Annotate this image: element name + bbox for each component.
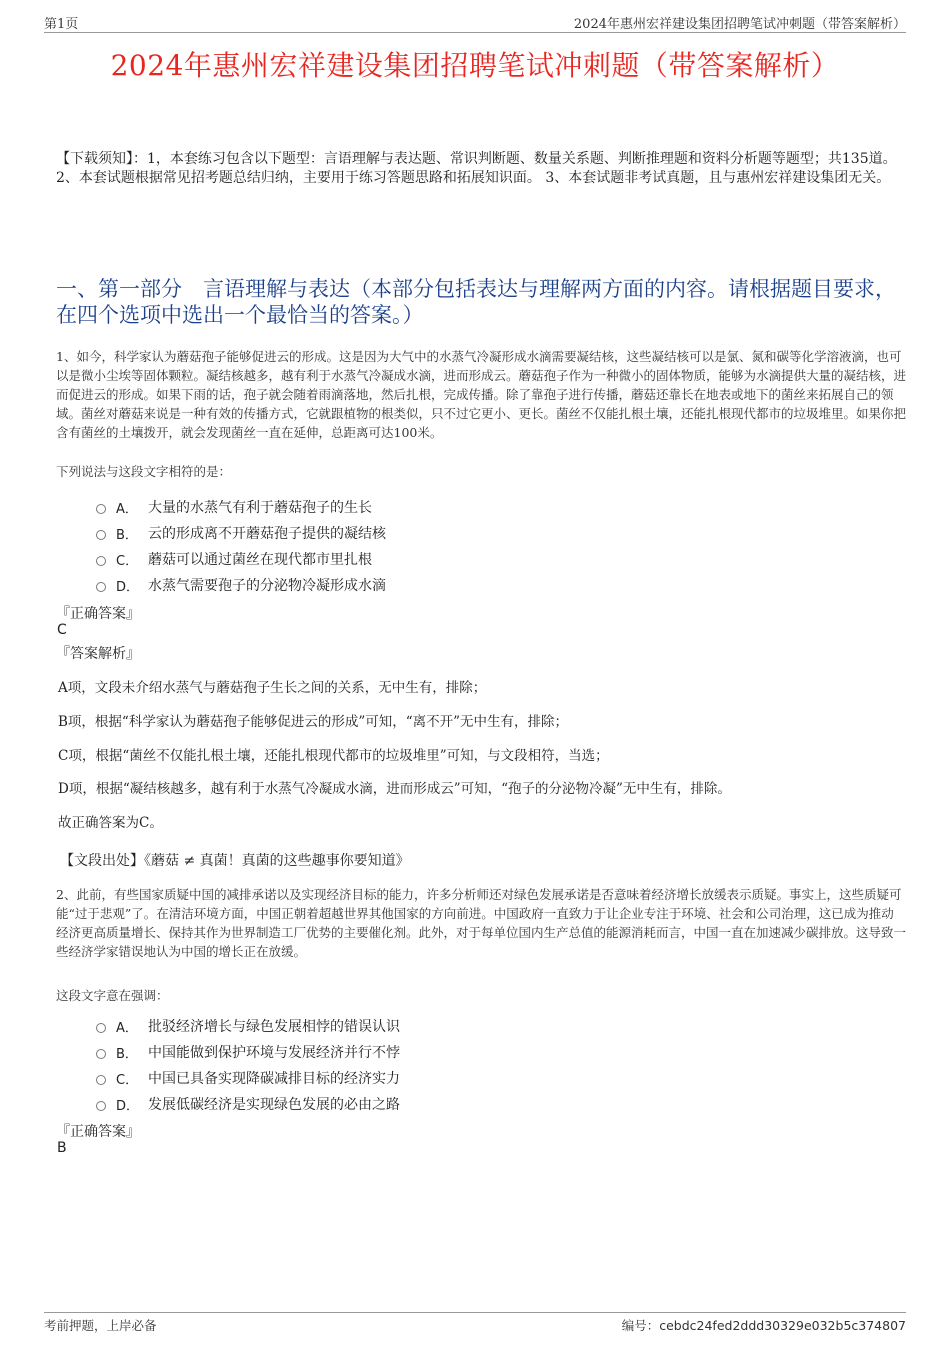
- question-2-option-d[interactable]: D． 发展低碳经济是实现绿色发展的必由之路: [96, 1094, 400, 1114]
- page-number: 第1页: [44, 17, 79, 32]
- question-1-option-a[interactable]: A． 大量的水蒸气有利于蘑菇孢子的生长: [96, 497, 372, 517]
- header-doc-title: 2024年惠州宏祥建设集团招聘笔试冲刺题（带答案解析）: [573, 17, 906, 32]
- question-2-option-a[interactable]: A． 批驳经济增长与绿色发展相悖的错误认识: [96, 1016, 400, 1036]
- analysis-line-b: B项，根据“科学家认为蘑菇孢子能够促进云的形成”可知，“离不开”无中生有，排除；: [58, 714, 569, 730]
- question-1-answer: C: [57, 622, 67, 638]
- question-1-option-d[interactable]: D． 水蒸气需要孢子的分泌物冷凝形成水滴: [96, 575, 386, 595]
- footer-code-label: 编号：: [621, 1318, 660, 1333]
- question-2-passage: 2、此前，有些国家质疑中国的减排承诺以及实现经济目标的能力，许多分析师还对绿色发展承诺是否意味着经济增长放缓表示质疑。事实上，这些质疑可能“过于悲观”了。在清洁环境方面，中国正朝着超越世界其他国家的方向前进。中国政府一直致力于让企业专注于环境、社会和公司治理，这已成为推动经济更高质量增长、保持其作为世界制造工厂优势的主要催化剂。此外，对于每单位国内生产总值的能源消耗而言，中国一直在加速减少碳排放。这导致一些经济学家错误地认为中国的增长正在放缓。: [56, 887, 907, 959]
- document-title: 2024年惠州宏祥建设集团招聘笔试冲刺题（带答案解析）: [110, 49, 840, 82]
- question-1-option-c[interactable]: C． 蘑菇可以通过菌丝在现代都市里扎根: [96, 549, 372, 569]
- passage-source: 【文段出处】《蘑菇 ≠ 真菌！真菌的这些趣事你要知道》: [60, 853, 410, 869]
- radio-icon[interactable]: [96, 1049, 106, 1059]
- radio-icon[interactable]: [96, 1075, 106, 1085]
- question-1-prompt: 下列说法与这段文字相符的是：: [56, 464, 232, 479]
- radio-icon[interactable]: [96, 556, 106, 566]
- section-title: 一、第一部分 言语理解与表达（本部分包括表达与理解两方面的内容。请根据题目要求，在四个选项中选出一个最恰当的答案。）: [56, 277, 896, 327]
- question-2-answer-label: 『正确答案』: [56, 1124, 140, 1140]
- analysis-line-c: C项，根据“菌丝不仅能扎根土壤，还能扎根现代都市的垃圾堆里”可知，与文段相符，当选；: [58, 748, 609, 764]
- analysis-line-a: A项，文段未介绍水蒸气与蘑菇孢子生长之间的关系，无中生有，排除；: [58, 680, 487, 696]
- question-1-analysis-label: 『答案解析』: [56, 646, 140, 662]
- question-1-answer-label: 『正确答案』: [56, 606, 140, 622]
- question-2-prompt: 这段文字意在强调：: [56, 988, 169, 1003]
- footer-code: [622, 1316, 906, 1334]
- radio-icon[interactable]: [96, 504, 106, 514]
- footer-slogan: 考前押题，上岸必备: [44, 1318, 157, 1333]
- radio-icon[interactable]: [96, 1101, 106, 1111]
- question-2-option-c[interactable]: C． 中国已具备实现降碳减排目标的经济实力: [96, 1068, 400, 1088]
- radio-icon[interactable]: [96, 582, 106, 592]
- footer-divider: [44, 1312, 906, 1313]
- question-1-passage: 1、如今，科学家认为蘑菇孢子能够促进云的形成。这是因为大气中的水蒸气冷凝形成水滴需要凝结核，这些凝结核可以是氯、氮和碳等化学溶液滴，也可以是微小尘埃等固体颗粒。凝结核越多，越有利于水蒸气冷凝成水滴，进而形成云。蘑菇孢子作为一种微小的固体物质，能够为水滴提供大量的凝结核，进而促进云的形成。如果下雨的话，孢子就会随着雨滴落地，然后扎根，完成传播。除了靠孢子进行传播，蘑菇还靠长在地表或地下的菌丝来拓展自己的领域。菌丝对蘑菇来说是一种有效的传播方式，它就跟植物的根类似，只不过它更小、更长。菌丝不仅能扎根土壤，还能扎根现代都市的垃圾堆里。如果你把含有菌丝的土壤拨开，就会发现菌丝一直在延伸，总距离可达100米。: [56, 349, 907, 440]
- footer-code-value: cebdc24fed2ddd30329e032b5c374807: [659, 1318, 906, 1333]
- analysis-line-d: D项，根据“凝结核越多，越有利于水蒸气冷凝成水滴，进而形成云”可知，“孢子的分泌物冷凝”无中生有，排除。: [58, 781, 731, 797]
- download-notice: 【下载须知】：1，本套练习包含以下题型：言语理解与表达题、常识判断题、数量关系题、判断推理题和资料分析题等题型；共135道。 2、本套试题根据常见招考题总结归纳，主要用于练习答题思路和拓展知识面。 3、本套试题非考试真题，且与惠州宏祥建设集团无关。: [56, 151, 897, 186]
- analysis-conclusion: 故正确答案为C。: [58, 815, 163, 831]
- radio-icon[interactable]: [96, 1023, 106, 1033]
- radio-icon[interactable]: [96, 530, 106, 540]
- question-2-answer: B: [57, 1140, 67, 1156]
- header-divider: [44, 32, 906, 33]
- question-2-option-b[interactable]: B． 中国能做到保护环境与发展经济并行不悖: [96, 1042, 400, 1062]
- question-1-option-b[interactable]: B． 云的形成离不开蘑菇孢子提供的凝结核: [96, 523, 386, 543]
